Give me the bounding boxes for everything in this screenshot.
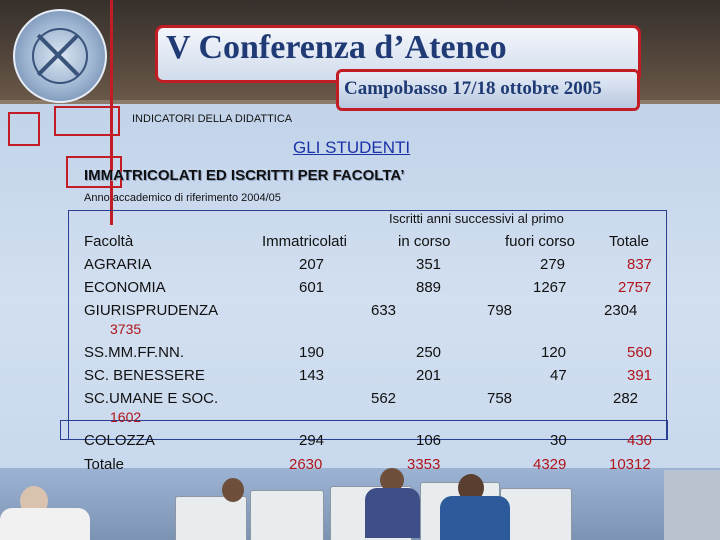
row-giurisprudenza-fuori-corso: 798	[487, 302, 513, 319]
row-economia-facolta: ECONOMIA	[84, 279, 166, 296]
row-ssmmffnn-in-corso: 250	[416, 344, 442, 361]
conference-subtitle: Campobasso 17/18 ottobre 2005	[344, 78, 602, 99]
decor-frame-left-2	[54, 106, 120, 136]
photo-monitor-2	[250, 490, 324, 540]
row-giurisprudenza-totale: 2304	[604, 302, 638, 319]
row-economia-fuori-corso: 1267	[533, 279, 567, 296]
photo-person-4-body	[440, 496, 510, 540]
row-colozza-totale: 430	[627, 432, 653, 449]
photo-person-1-body	[0, 508, 90, 540]
row-agraria-facolta: AGRARIA	[84, 256, 152, 273]
row-economia-in-corso: 889	[416, 279, 442, 296]
row-totale-totale: 10312	[609, 456, 651, 473]
row-giurisprudenza-in-corso: 633	[371, 302, 397, 319]
header-totale: Totale	[609, 233, 650, 250]
row-umane-fuori-corso: 758	[487, 390, 513, 407]
section-title: GLI STUDENTI	[293, 138, 411, 157]
row-totale-immatricolati: 2630	[289, 456, 323, 473]
row-agraria-totale: 837	[627, 256, 653, 273]
conference-title: V Conferenza d’Ateneo	[166, 29, 507, 66]
header-facolta: Facoltà	[84, 233, 134, 250]
header-immatricolati: Immatricolati	[262, 233, 348, 250]
group-header: Iscritti anni successivi al primo	[389, 211, 564, 226]
row-ssmmffnn-facolta: SS.MM.FF.NN.	[84, 344, 184, 361]
row-benessere-fuori-corso: 47	[550, 367, 567, 384]
row-benessere-immatricolati: 143	[299, 367, 325, 384]
row-umane-in-corso: 562	[371, 390, 397, 407]
decor-frame-left-1	[8, 112, 40, 146]
row-benessere-facolta: SC. BENESSERE	[84, 367, 205, 384]
academic-year: Anno accademico di riferimento 2004/05	[84, 192, 281, 204]
row-benessere-in-corso: 201	[416, 367, 442, 384]
row-colozza-in-corso: 106	[416, 432, 442, 449]
photo-building	[664, 470, 720, 540]
row-economia-totale: 2757	[618, 279, 652, 296]
photo-person-2-head	[222, 478, 244, 502]
row-umane-extra: 1602	[110, 409, 142, 425]
university-seal-logo	[13, 9, 107, 103]
row-ssmmffnn-fuori-corso: 120	[541, 344, 567, 361]
photo-person-3-body	[365, 488, 420, 538]
row-totale-facolta: Totale	[84, 456, 125, 473]
row-economia-immatricolati: 601	[299, 279, 325, 296]
row-ssmmffnn-immatricolati: 190	[299, 344, 325, 361]
row-totale-fuori-corso: 4329	[533, 456, 567, 473]
row-totale-in-corso: 3353	[407, 456, 441, 473]
row-colozza-fuori-corso: 30	[550, 432, 567, 449]
header-fuori-corso: fuori corso	[505, 233, 576, 250]
row-colozza-facolta: COLOZZA	[84, 432, 155, 449]
photo-monitor-5	[500, 488, 572, 540]
row-agraria-immatricolati: 207	[299, 256, 325, 273]
row-giurisprudenza-facolta: GIURISPRUDENZA	[84, 302, 219, 319]
classroom-photo	[0, 468, 720, 540]
row-benessere-totale: 391	[627, 367, 653, 384]
row-agraria-in-corso: 351	[416, 256, 442, 273]
photo-monitor-1	[175, 496, 247, 540]
section-label: INDICATORI DELLA DIDATTICA	[132, 113, 293, 125]
section-subheading: IMMATRICOLATI ED ISCRITTI PER FACOLTA’	[84, 167, 405, 184]
row-agraria-fuori-corso: 279	[540, 256, 566, 273]
row-umane-facolta: SC.UMANE E SOC.	[84, 390, 219, 407]
row-colozza-immatricolati: 294	[299, 432, 325, 449]
row-giurisprudenza-extra: 3735	[110, 321, 142, 337]
row-umane-totale: 282	[613, 390, 639, 407]
header-in-corso: in corso	[398, 233, 451, 250]
row-ssmmffnn-totale: 560	[627, 344, 653, 361]
